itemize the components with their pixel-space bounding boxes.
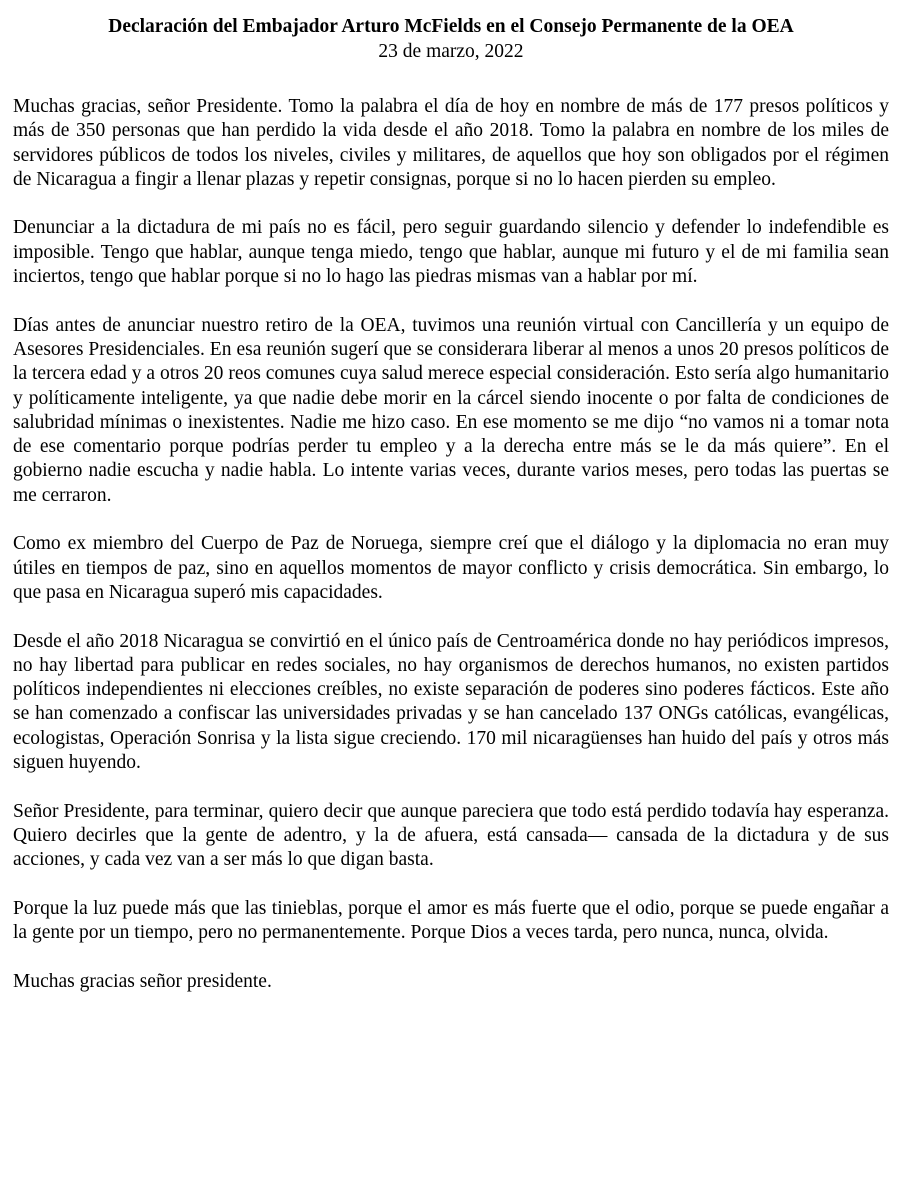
paragraph-1: Muchas gracias, señor Presidente. Tomo la palabra el día de hoy en nombre de más de 177 presos políticos y más de 350 personas que han perdido la vida desde el año 2018. Tomo la palabra en nombre de los miles de servidores públicos de todos los niveles, civiles y militares, de aquellos que hoy son obligados por el régimen de Nicaragua a fingir a llenar plazas y repetir consignas, porque si no lo hacen pierden su empleo. <box>13 96 889 190</box>
document-title: Declaración del Embajador Arturo McFields en el Consejo Permanente de la OEA <box>108 16 794 37</box>
paragraph-3: Días antes de anunciar nuestro retiro de la OEA, tuvimos una reunión virtual con Cancillería y un equipo de Asesores Presidenciales. En esa reunión sugerí que se considerara liberar al menos a unos 20 presos políticos de la tercera edad y a otros 20 reos comunes cuya salud merece especial consideración. Esto sería algo humanitario y políticamente inteligente, ya que nadie debe morir en la cárcel siendo inocente o por falta de condiciones de salubridad mínimas o inexistentes. Nadie me hizo caso. En ese momento se me dijo “no vamos ni a tomar nota de ese comentario porque podrías perder tu empleo y a la derecha entre más se le da más quiere”. En el gobierno nadie escucha y nadie habla. Lo intente varias veces, durante varios meses, pero todas las puertas se me cerraron. <box>13 314 889 506</box>
paragraph-5: Desde el año 2018 Nicaragua se convirtió en el único país de Centroamérica donde no hay periódicos impresos, no hay libertad para publicar en redes sociales, no hay organismos de derechos humanos, no existen partidos políticos independientes ni elecciones creíbles, no existe separación de poderes sino poderes fácticos. Este año se han comenzado a confiscar las universidades privadas y se han cancelado 137 ONGs católicas, evangélicas, ecologistas, Operación Sonrisa y la lista sigue creciendo. 170 mil nicaragüenses han huido del país y otros más siguen huyendo. <box>13 630 889 774</box>
paragraph-6: Señor Presidente, para terminar, quiero decir que aunque pareciera que todo está perdido todavía hay esperanza. Quiero decirles que la gente de adentro, y la de afuera, está cansada— cansada de la dictadura y de sus acciones, y cada vez van a ser más lo que digan basta. <box>13 800 889 871</box>
paragraph-7: Porque la luz puede más que las tinieblas, porque el amor es más fuerte que el odio, porque se puede engañar a la gente por un tiempo, pero no permanentemente. Porque Dios a veces tarda, pero nunca, nunca, olvida. <box>13 897 889 944</box>
document-header <box>13 14 889 64</box>
paragraph-4: Como ex miembro del Cuerpo de Paz de Noruega, siempre creí que el diálogo y la diplomacia no eran muy útiles en tiempos de paz, sino en aquellos momentos de mayor conflicto y crisis democrática. Sin embargo, lo que pasa en Nicaragua superó mis capacidades. <box>13 533 889 603</box>
paragraph-2: Denunciar a la dictadura de mi país no es fácil, pero seguir guardando silencio y defender lo indefendible es imposible. Tengo que hablar, aunque tenga miedo, tengo que hablar, aunque mi futuro y el de mi familia sean inciertos, tengo que hablar porque si no lo hago las piedras mismas van a hablar por mí. <box>13 217 889 288</box>
document-date: 23 de marzo, 2022 <box>378 41 524 62</box>
paragraph-closing: Muchas gracias señor presidente. <box>13 970 272 992</box>
document-body <box>13 95 889 994</box>
